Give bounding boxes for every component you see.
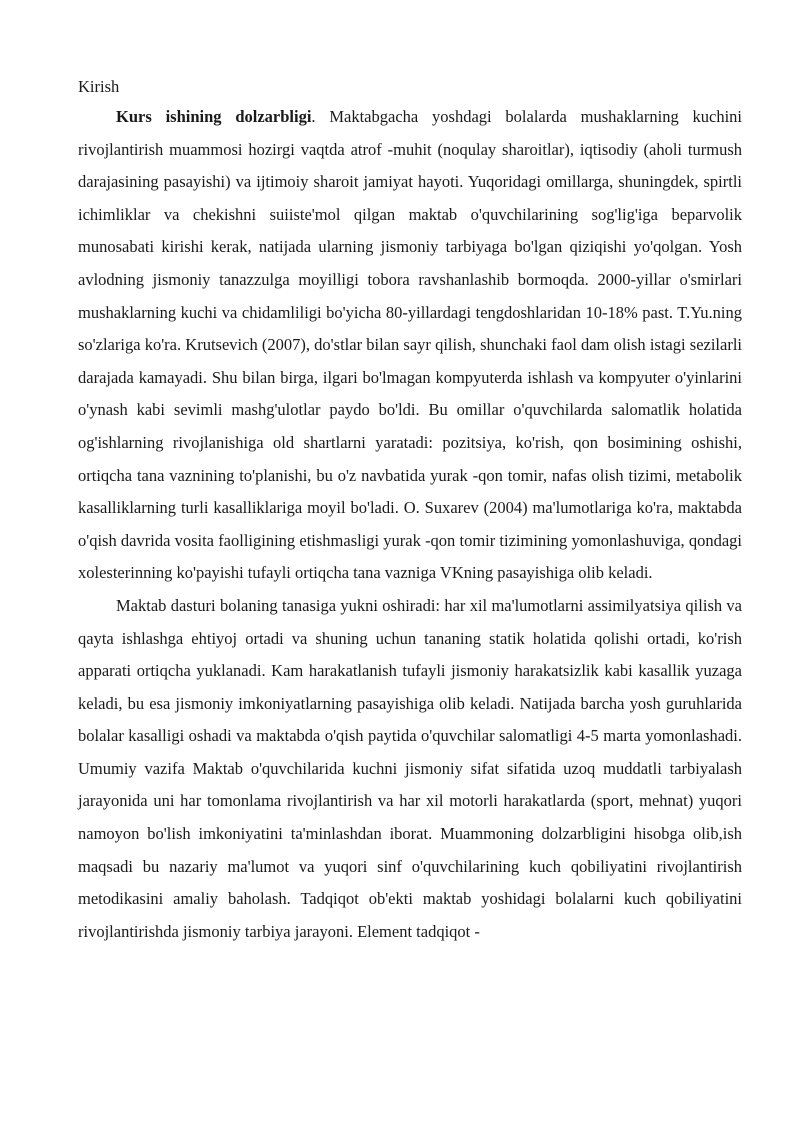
paragraph-relevance [78,101,742,590]
paragraph-lead: Kurs ishining dolzarbligi [116,107,312,126]
paragraph-text: Maktab dasturi bolaning tanasiga yukni oshiradi: har xil ma'lumotlarni assimilyatsiya qilish va qayta ishlashga ehtiyoj ortadi va shuning uchun tananing statik holatida qolishi ortadi, ko'rish apparati ortiqcha yuklanadi. Kam harakatlanish tufayli jismoniy harakatsizlik kabi kasallik yuzaga keladi, bu esa jismoniy imkoniyatlarning pasayishiga olib keladi. Natijada barcha yosh guruhlarida bolalar kasalligi oshadi va maktabda o'qish paytida o'quvchilar salomatligi 4-5 marta yomonlashadi. Umumiy vazifa Maktab o'quvchilarida kuchni jismoniy sifat sifatida uzoq muddatli tarbiyalash jarayonida uni har tomonlama rivojlantirish va har xil motorli harakatlarda (sport, mehnat) yuqori namoyon bo'lish imkoniyatini ta'minlashdan iborat. Muammoning dolzarbligini hisobga olib,ish maqsadi bu nazariy ma'lumot va yuqori sinf o'quvchilarining kuch qobiliyatini rivojlantirish metodikasini amaliy baholash. Tadqiqot ob'ekti maktab yoshidagi bolalarni kuch qobiliyatini rivojlantirishda jismoniy tarbiya jarayoni. Element tadqiqot - [78,595,742,941]
paragraph-text: . Maktabgacha yoshdagi bolalarda mushaklarning kuchini rivojlantirish muammosi hozirgi vaqtda atrof -muhit (noqulay sharoitlar), iqtisodiy (aholi turmush darajasining pasayishi) va ijtimoiy sharoit jamiyat hayoti. Yuqoridagi omillarga, shuningdek, spirtli ichimliklar va chekishni suiiste'mol qilgan maktab o'quvchilarining sog'lig'iga beparvolik munosabati kirishi kerak, natijada ularning jismoniy tarbiyaga bo'lgan qiziqishi yo'qolgan. Yosh avlodning jismoniy tanazzulga moyilligi tobora ravshanlashib bormoqda. 2000-yillar o'smirlari mushaklarning kuchi va chidamliligi bo'yicha 80-yillardagi tengdoshlaridan 10-18% past. T.Yu.ning so'zlariga ko'ra. Krutsevich (2007), do'stlar bilan sayr qilish, shunchaki faol dam olish istagi sezilarli darajada kamayadi. Shu bilan birga, ilgari bo'lmagan kompyuterda ishlash va kompyuter o'yinlarini o'ynash kabi sevimli mashg'ulotlar paydo bo'ldi. Bu omillar o'quvchilarda salomatlik holatida og'ishlarning rivojlanishiga old shartlarni yaratadi: pozitsiya, ko'rish, qon bosimining oshishi, ortiqcha tana vaznining to'planishi, bu o'z navbatida yurak -qon tomir, nafas olish tizimi, metabolik kasalliklarning turli kasalliklariga moyil bo'ladi. O. Suxarev (2004) ma'lumotlariga ko'ra, maktabda o'qish davrida vosita faolligining etishmasligi yurak -qon tomir tizimining yomonlashuviga, qondagi xolesterinning ko'payishi tufayli ortiqcha tana vazniga VKning pasayishiga olib keladi. [78,107,742,583]
paragraph-school-program [78,590,742,949]
document-page [78,76,742,948]
section-heading: Kirish [78,77,120,96]
